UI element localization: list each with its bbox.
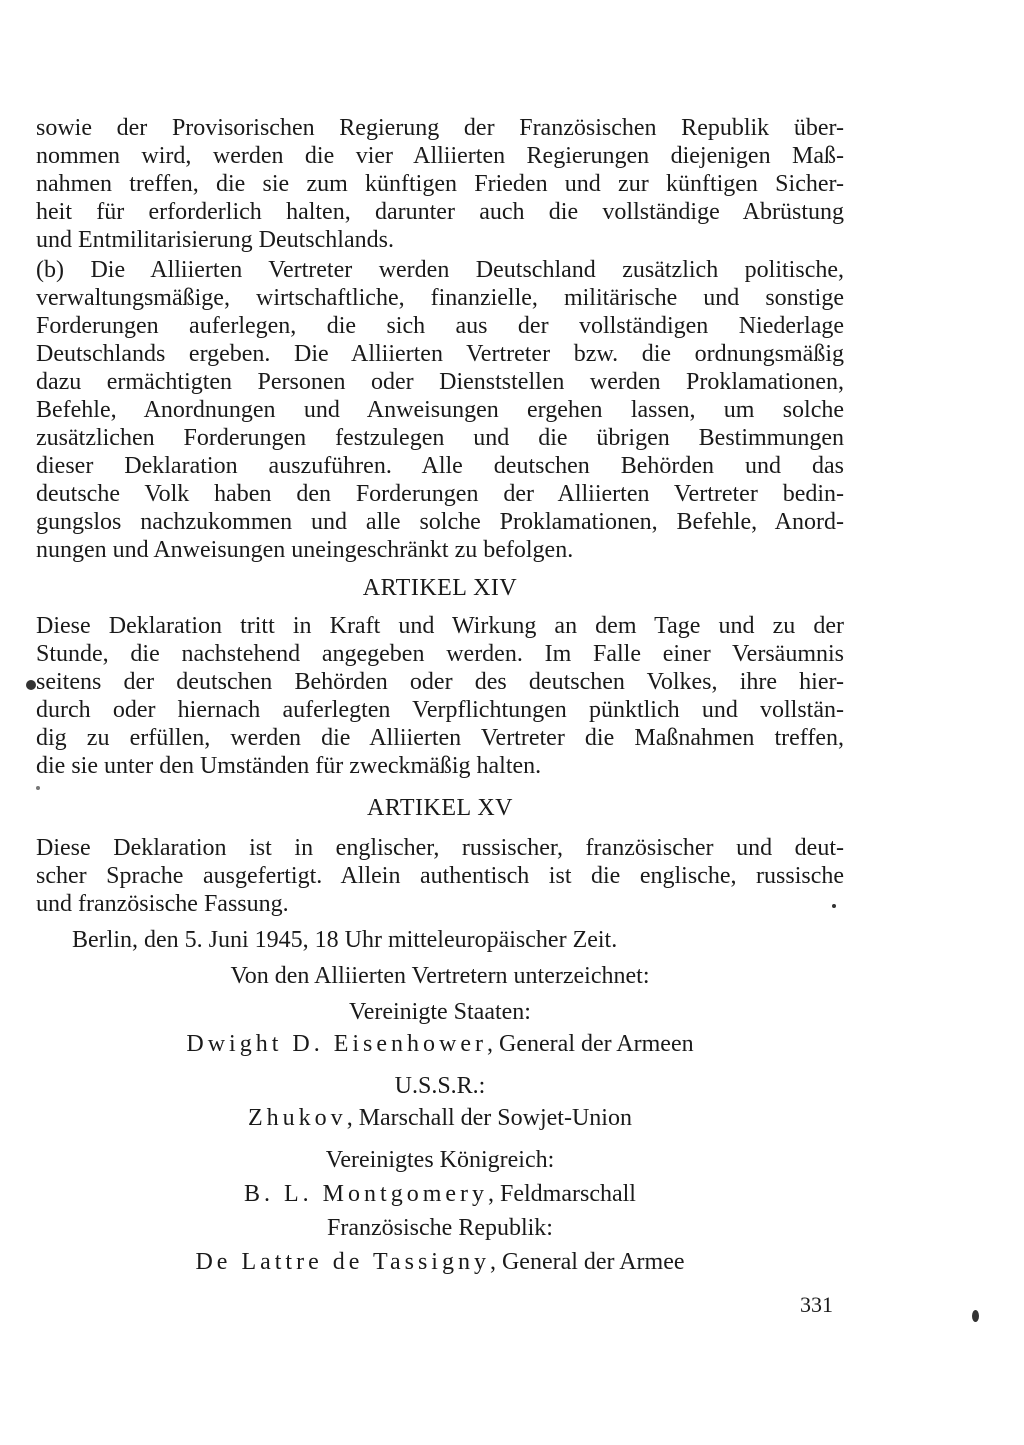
article-14-last	[36, 752, 844, 780]
signatory-country: Vereinigtes Königreich:	[325, 1147, 555, 1173]
text-line: und französische Fassung.	[36, 891, 289, 917]
signatory-title: , General der Armee	[489, 1249, 685, 1275]
article-15-last	[36, 890, 844, 918]
signatory-title: , Feldmarschall	[488, 1181, 636, 1207]
text-line: dieser Deklaration auszuführen. Alle deutschen Behörden und das	[36, 453, 844, 479]
signatory-line	[36, 1030, 844, 1058]
scan-speck	[36, 786, 40, 790]
text-line: nahmen treffen, die sie zum künftigen Frieden und zur künftigen Sicher-	[36, 171, 844, 197]
text-line: durch oder hiernach auferlegten Verpflichtungen pünktlich und vollstän-	[36, 697, 844, 723]
article-14-text	[36, 612, 844, 752]
text-line: zusätzlichen Forderungen festzulegen und die übrigen Bestimmungen	[36, 425, 844, 451]
article-14-heading: ARTIKEL XIV	[362, 575, 518, 601]
signatory-line	[36, 1104, 844, 1132]
text-line: die sie unter den Umständen für zweckmäßig halten.	[36, 753, 542, 779]
paragraph-1	[36, 114, 844, 226]
text-line: dig zu erfüllen, werden die Alliierten Vertreter die Maßnahmen treffen,	[36, 725, 844, 751]
signatory-country: Vereinigte Staaten:	[349, 999, 531, 1025]
text-line: sowie der Provisorischen Regierung der Französischen Republik über-	[36, 115, 844, 141]
text-line: dazu ermächtigten Personen oder Dienststellen werden Proklamationen,	[36, 369, 844, 395]
text-line: scher Sprache ausgefertigt. Allein authentisch ist die englische, russische	[36, 863, 844, 889]
text-line: Forderungen auferlegen, die sich aus der vollständigen Niederlage	[36, 313, 844, 339]
article-15-text	[36, 834, 844, 890]
scan-speck	[26, 680, 36, 690]
signatory-country: Französische Republik:	[327, 1215, 553, 1241]
paragraph-2-last	[36, 536, 844, 564]
text-line: Diese Deklaration ist in englischer, russischer, französischer und deut-	[36, 835, 844, 861]
article-15-heading: ARTIKEL XV	[367, 795, 513, 821]
signatory-line	[36, 1180, 844, 1208]
text-line: Diese Deklaration tritt in Kraft und Wirkung an dem Tage und zu der	[36, 613, 844, 639]
text-line: verwaltungsmäßige, wirtschaftliche, finanzielle, militärische und sonstige	[36, 285, 844, 311]
text-line: Stunde, die nachstehend angegeben werden. Im Falle einer Versäumnis	[36, 641, 844, 667]
text-line: gungslos nachzukommen und alle solche Proklamationen, Befehle, Anord-	[36, 509, 844, 535]
signatory-line	[36, 1248, 844, 1276]
page-number: 331	[800, 1292, 833, 1317]
signatory-name: B. L. Montgomery	[244, 1181, 489, 1207]
text-line: Befehle, Anordnungen und Anweisungen ergehen lassen, um solche	[36, 397, 844, 423]
text-line: (b) Die Alliierten Vertreter werden Deutschland zusätzlich politische,	[36, 257, 844, 283]
signed-by-line: Von den Alliierten Vertretern unterzeichnet:	[230, 963, 650, 989]
signatory-name: Zhukov	[248, 1105, 347, 1131]
text-line: und Entmilitarisierung Deutschlands.	[36, 227, 394, 253]
paragraph-1-last	[36, 226, 844, 254]
text-line: nungen und Anweisungen uneingeschränkt zu befolgen.	[36, 537, 574, 563]
signatory-title: , Marschall der Sowjet-Union	[346, 1105, 632, 1131]
text-line: seitens der deutschen Behörden oder des deutschen Volkes, ihre hier-	[36, 669, 844, 695]
signatory-title: , General der Armeen	[487, 1031, 694, 1057]
signatory-name: Dwight D. Eisenhower	[186, 1031, 488, 1057]
text-line: nommen wird, werden die vier Alliierten Regierungen diejenigen Maß-	[36, 143, 844, 169]
paragraph-2	[36, 256, 844, 536]
signatory-country: U.S.S.R.:	[394, 1073, 486, 1099]
scan-speck	[972, 1310, 979, 1322]
text-line: deutsche Volk haben den Forderungen der Alliierten Vertreter bedin-	[36, 481, 844, 507]
text-line: Deutschlands ergeben. Die Alliierten Vertreter bzw. die ordnungsmäßig	[36, 341, 844, 367]
text-line: heit für erforderlich halten, darunter auch die vollständige Abrüstung	[36, 199, 844, 225]
scan-speck	[832, 904, 836, 908]
date-line: Berlin, den 5. Juni 1945, 18 Uhr mitteleuropäischer Zeit.	[72, 927, 618, 953]
signatory-name: De Lattre de Tassigny	[195, 1249, 490, 1275]
